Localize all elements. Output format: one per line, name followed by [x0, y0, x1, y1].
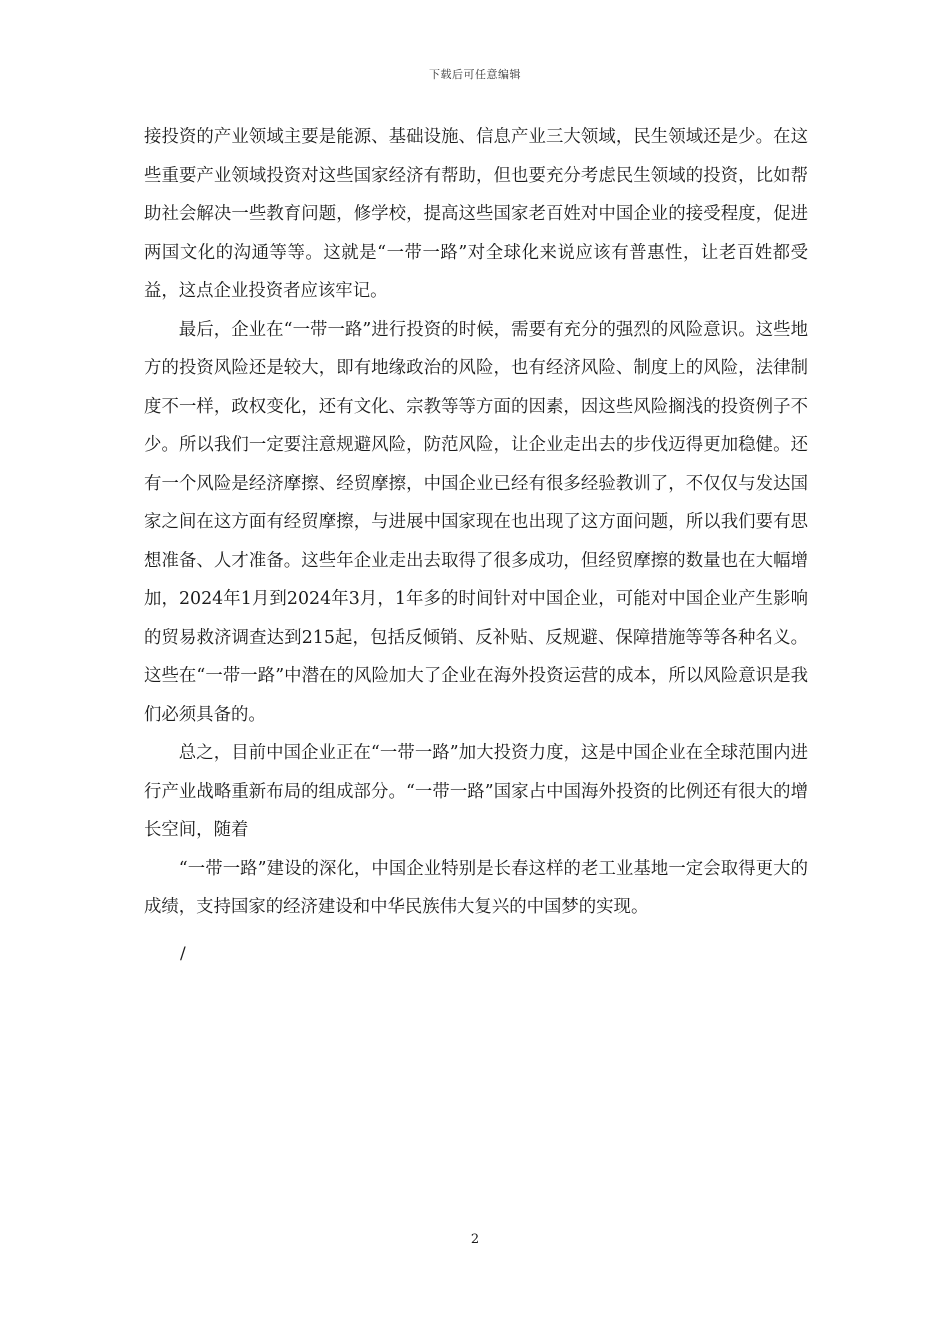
page-number: 2: [470, 1232, 480, 1247]
paragraph-conclusion: 总之，目前中国企业正在“一带一路”加大投资力度，这是中国企业在全球范围内进行产业战略重新布局的组成部分。“一带一路”国家占中国海外投资的比例还有很大的增长空间，随着: [144, 743, 808, 840]
paragraph-closing: “一带一路”建设的深化，中国企业特别是长春这样的老工业基地一定会取得更大的成绩，支持国家的经济建设和中华民族伟大复兴的中国梦的实现。: [144, 858, 808, 917]
paragraph-investment-fields: 接投资的产业领域主要是能源、基础设施、信息产业三大领域，民生领域还是少。在这些重要产业领域投资对这些国家经济有帮助，但也要充分考虑民生领域的投资，比如帮助社会解决一些教育问题，修学校，提高这些国家老百姓对中国企业的接受程度，促进两国文化的沟通等等。这就是“一带一路”对全球化来说应该有普惠性，让老百姓都受益，这点企业投资者应该牢记。: [144, 127, 808, 301]
page-header: 下载后可任意编辑: [429, 68, 521, 81]
document-body: [144, 118, 808, 927]
paragraph-risk-awareness: 最后，企业在“一带一路”进行投资的时候，需要有充分的强烈的风险意识。这些地方的投资风险还是较大，即有地缘政治的风险，也有经济风险、制度上的风险，法律制度不一样，政权变化，还有文化、宗教等等方面的因素，因这些风险搁浅的投资例子不少。所以我们一定要注意规避风险，防范风险，让企业走出去的步伐迈得更加稳健。还有一个风险是经济摩擦、经贸摩擦，中国企业已经有很多经验教训了，不仅仅与发达国家之间在这方面有经贸摩擦，与进展中国家现在也出现了这方面问题，所以我们要有思想准备、人才准备。这些年企业走出去取得了很多成功，但经贸摩擦的数量也在大幅增加，2024年1月到2024年3月，1年多的时间针对中国企业，可能对中国企业产生影响的贸易救济调查达到215起，包括反倾销、反补贴、反规避、保障措施等等各种名义。这些在“一带一路”中潜在的风险加大了企业在海外投资运营的成本，所以风险意识是我们必须具备的。: [144, 319, 808, 725]
slash-mark: /: [180, 944, 186, 964]
